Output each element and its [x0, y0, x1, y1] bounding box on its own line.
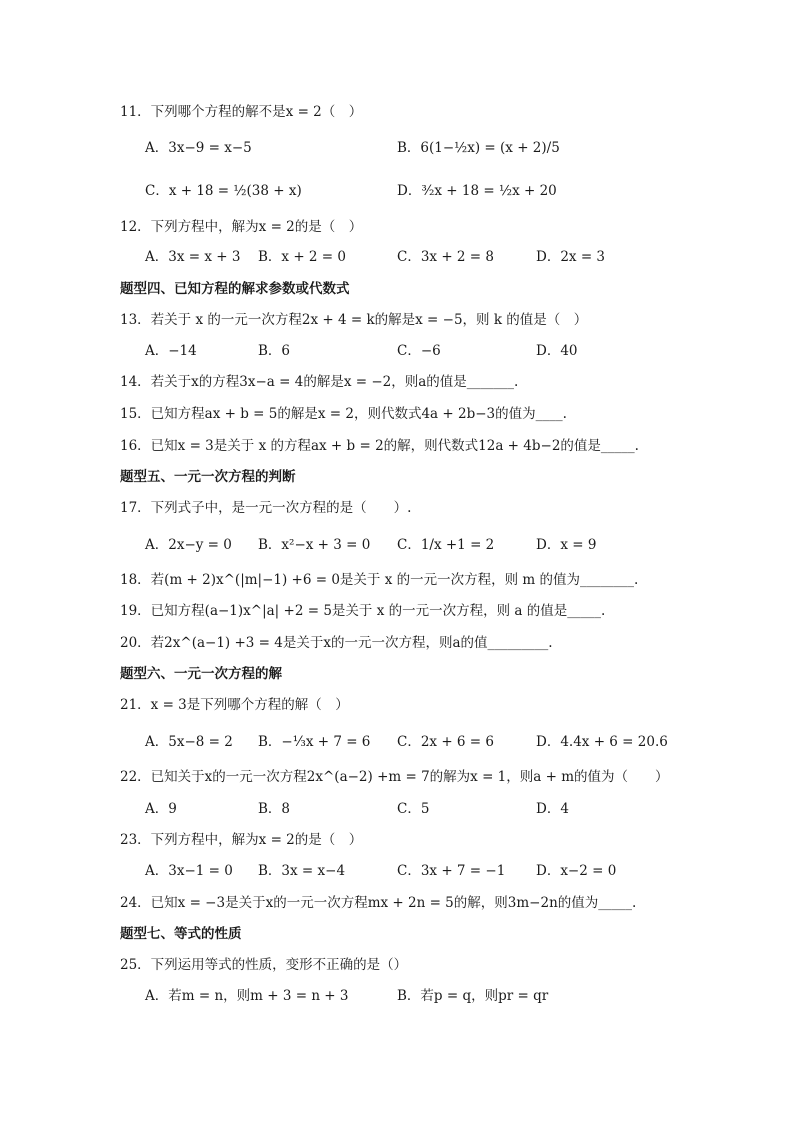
section-heading-4: 题型四、已知方程的解求参数或代数式 — [120, 281, 350, 297]
q25-option-b: B．若p = q，则pr = qr — [397, 988, 549, 1004]
q22-option-a: A．9 — [145, 801, 177, 817]
question-17: 17．下列式子中，是一元一次方程的是（ ）. — [120, 500, 412, 516]
q12-option-d: D．2x = 3 — [536, 249, 606, 265]
q12-option-b: B．x + 2 = 0 — [258, 249, 347, 265]
q21-option-b: B．−⅓x + 7 = 6 — [258, 734, 371, 750]
q12-option-a: A．3x = x + 3 — [145, 249, 241, 265]
question-18: 18．若(m + 2)x^(|m|−1) +6 = 0是关于 x 的一元一次方程，则 m 的值为________. — [120, 572, 639, 588]
q21-option-d: D．4.4x + 6 = 20.6 — [536, 734, 668, 750]
q23-option-d: D．x−2 = 0 — [536, 863, 617, 879]
q21-option-a: A．5x−8 = 2 — [145, 734, 233, 750]
q13-option-b: B．6 — [258, 343, 291, 359]
question-23: 23．下列方程中，解为x = 2的是（ ） — [120, 832, 363, 848]
q21-option-c: C．2x + 6 = 6 — [397, 734, 494, 750]
q17-option-a: A．2x−y = 0 — [145, 537, 232, 553]
question-11: 11．下列哪个方程的解不是x = 2（ ） — [120, 104, 363, 120]
q12-option-c: C．3x + 2 = 8 — [397, 249, 494, 265]
question-22: 22．已知关于x的一元一次方程2x^(a−2) +m = 7的解为x = 1，则a + m的值为（ ） — [120, 769, 669, 785]
q17-option-c: C．1/x +1 = 2 — [397, 537, 495, 553]
section-heading-6: 题型六、一元一次方程的解 — [120, 666, 282, 682]
question-20: 20．若2x^(a−1) +3 = 4是关于x的一元一次方程，则a的值_________. — [120, 635, 553, 651]
q17-option-b: B．x²−x + 3 = 0 — [258, 537, 371, 553]
question-13: 13．若关于 x 的一元一次方程2x + 4 = k的解是x = −5，则 k 的值是（ ） — [120, 312, 588, 328]
q23-option-c: C．3x + 7 = −1 — [397, 863, 506, 879]
question-25: 25．下列运用等式的性质，变形不正确的是（） — [120, 957, 408, 973]
question-16: 16．已知x = 3是关于 x 的方程ax + b = 2的解，则代数式12a + 4b−2的值是_____. — [120, 438, 639, 454]
q13-option-c: C．−6 — [397, 343, 441, 359]
question-21: 21．x = 3是下列哪个方程的解（ ） — [120, 697, 349, 713]
question-24: 24．已知x = −3是关于x的一元一次方程mx + 2n = 5的解，则3m−2n的值为_____. — [120, 895, 637, 911]
q13-option-a: A．−14 — [145, 343, 197, 359]
q25-option-a: A．若m = n，则m + 3 = n + 3 — [145, 988, 349, 1004]
q23-option-b: B．3x = x−4 — [258, 863, 346, 879]
q23-option-a: A．3x−1 = 0 — [145, 863, 233, 879]
q11-option-b: B．6(1−½x) = (x + 2)/5 — [397, 140, 560, 156]
q17-option-d: D．x = 9 — [536, 537, 597, 553]
section-heading-5: 题型五、一元一次方程的判断 — [120, 469, 296, 485]
q22-option-c: C．5 — [397, 801, 430, 817]
question-14: 14．若关于x的方程3x−a = 4的解是x = −2，则a的值是_______. — [120, 374, 519, 390]
section-heading-7: 题型七、等式的性质 — [120, 926, 242, 942]
q11-option-c: C．x + 18 = ½(38 + x) — [145, 183, 302, 199]
q22-option-d: D．4 — [536, 801, 569, 817]
q22-option-b: B．8 — [258, 801, 291, 817]
question-12: 12．下列方程中，解为x = 2的是（ ） — [120, 219, 363, 235]
q13-option-d: D．40 — [536, 343, 578, 359]
q11-option-d: D．³⁄₂x + 18 = ½x + 20 — [397, 183, 557, 199]
q11-option-a: A．3x−9 = x−5 — [145, 140, 252, 156]
question-15: 15．已知方程ax + b = 5的解是x = 2，则代数式4a + 2b−3的值为____. — [120, 406, 567, 422]
question-19: 19．已知方程(a−1)x^|a| +2 = 5是关于 x 的一元一次方程，则 a 的值是_____. — [120, 603, 606, 619]
